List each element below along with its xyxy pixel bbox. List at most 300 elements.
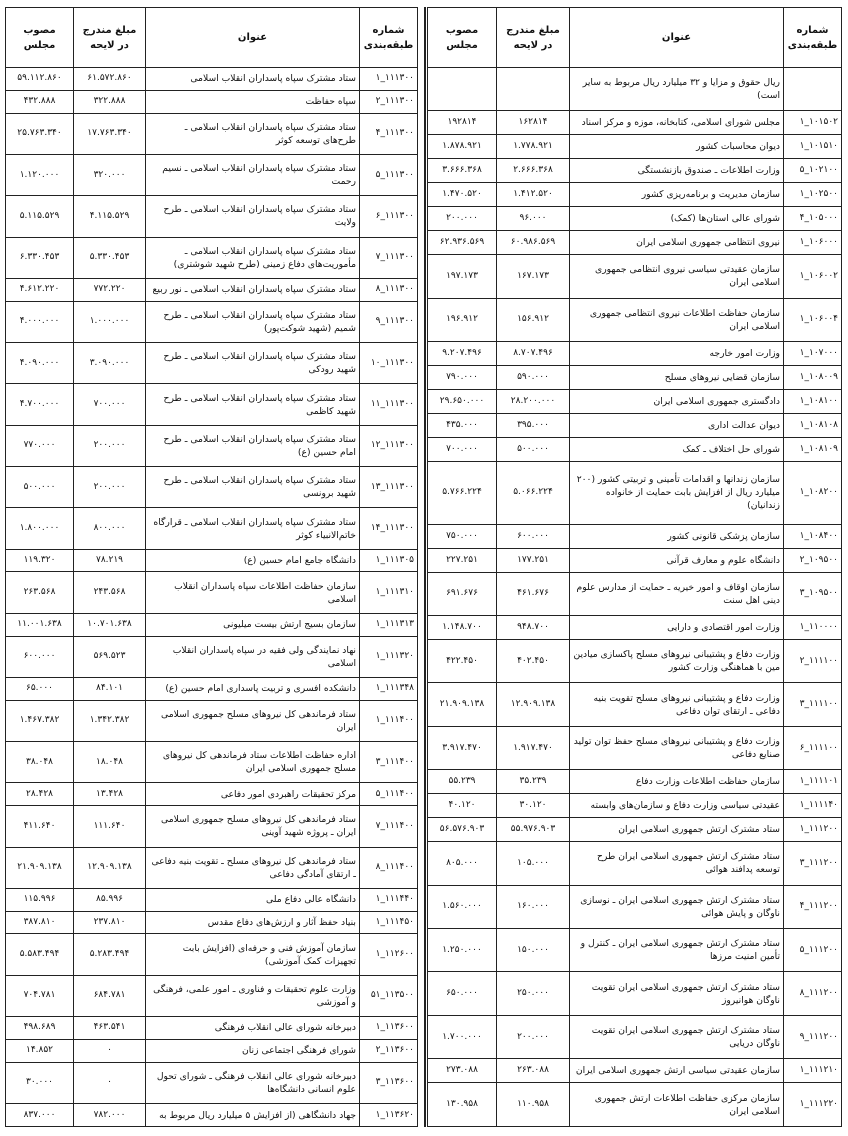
table-row [428,389,842,413]
table-row [6,677,418,700]
row-proposed-amount: ۶۸۴.۷۸۱ [74,975,146,1016]
row-title: سازمان عقیدتی سیاسی نیروی انتظامی جمهوری اسلامی ایران [570,255,784,298]
table-row [6,113,418,154]
budget-table-left [5,7,418,1127]
row-code: ۱۰۶۰۰۴_۱ [784,298,842,341]
header-proposed: مبلغ مندرج در لایحه [74,8,146,68]
row-approved-amount: ۷۷۰.۰۰۰ [6,425,74,466]
row-approved-amount: ۴۳۲.۸۸۸ [6,90,74,113]
row-title: شورای حل اختلاف ـ کمک [570,437,784,461]
table-row [428,1059,842,1083]
row-approved-amount: ۱۱.۰۰۱.۶۳۸ [6,613,74,636]
row-code: ۱۱۰۰۰۰_۱ [784,616,842,640]
table-row [428,413,842,437]
row-approved-amount: ۱.۵۶۰.۰۰۰ [428,885,497,928]
row-title: وزارت علوم تحقیقات و فناوری ـ امور علمی، فرهنگی و آموزشی [146,975,360,1016]
row-proposed-amount: ۸۵.۹۹۶ [74,888,146,911]
row-proposed-amount: ۰ [74,1039,146,1062]
table-row [428,342,842,366]
row-approved-amount: ۶.۳۳۰.۴۵۳ [6,237,74,278]
row-proposed-amount: ۳۲۲.۸۸۸ [74,90,146,113]
row-title: اداره حفاظت اطلاعات ستاد فرماندهی کل نیروهای مسلح جمهوری اسلامی ایران [146,742,360,783]
row-code: ۱۱۱۴۰۰_۷ [360,806,418,847]
header-proposed: مبلغ مندرج در لایحه [497,8,570,68]
row-title: دانشکده افسری و تربیت پاسداری امام حسین (ع) [146,677,360,700]
row-proposed-amount: ۱.۳۴۲.۳۸۲ [74,700,146,741]
table-row [6,975,418,1016]
row-title: ستاد فرماندهی کل نیروهای مسلح ـ تقویت بنیه دفاعی ـ ارتقای آمادگی دفاعی [146,847,360,888]
table-row [428,1015,842,1058]
row-proposed-amount: ۱۷.۷۶۳.۳۴۰ [74,113,146,154]
row-proposed-amount: ۷۸۲.۰۰۰ [74,1104,146,1127]
table-row [428,548,842,572]
row-title: سازمان حفاظت اطلاعات نیروی انتظامی جمهوری اسلامی ایران [570,298,784,341]
row-proposed-amount: ۹۶.۰۰۰ [497,207,570,231]
table-row [6,343,418,384]
row-code: ۱۱۳۶۰۰_۲ [360,1039,418,1062]
table-row [428,183,842,207]
table-row [428,640,842,683]
row-code: ۱۱۱۲۲۰_۱ [784,1083,842,1127]
table-body-right [428,68,842,1127]
row-title: ستاد مشترک سپاه پاسداران انقلاب اسلامی [146,68,360,91]
table-row [6,1062,418,1103]
row-code: ۱۱۱۳۰۰_۱ [360,68,418,91]
row-code: ۱۱۱۳۰۰_۸ [360,278,418,301]
table-row [6,196,418,237]
row-proposed-amount: ۱۶۲۸۱۴ [497,111,570,135]
row-title: جهاد دانشگاهی (از افزایش ۵ میلیارد ریال مربوط به [146,1104,360,1127]
row-code: ۱۱۱۳۰۰_۲ [360,90,418,113]
row-approved-amount: ۵۵.۲۳۹ [428,770,497,794]
row-proposed-amount: ۷۷۲.۲۲۰ [74,278,146,301]
row-approved-amount: ۴.۰۹۰.۰۰۰ [6,343,74,384]
row-approved-amount: ۷۵۰.۰۰۰ [428,524,497,548]
table-row [6,68,418,91]
row-code: ۱۰۱۵۱۰_۱ [784,135,842,159]
table-row [428,68,842,111]
row-approved-amount: ۶۲.۹۳۶.۵۶۹ [428,231,497,255]
row-code: ۱۱۱۲۰۰_۹ [784,1015,842,1058]
row-code: ۱۰۷۰۰۰_۱ [784,342,842,366]
row-approved-amount: ۱.۸۰۰.۰۰۰ [6,508,74,549]
row-code: ۱۱۱۳۴۸_۱ [360,677,418,700]
table-row [6,154,418,195]
row-proposed-amount: ۸۴.۱۰۱ [74,677,146,700]
table-row [6,301,418,342]
table-row [428,842,842,885]
row-approved-amount: ۳.۶۶۶.۳۶۸ [428,159,497,183]
row-code: ۱۱۱۱۰۰_۳ [784,683,842,726]
table-row [6,847,418,888]
row-approved-amount: ۴.۰۰۰.۰۰۰ [6,301,74,342]
row-code: ۱۱۱۴۴۰_۱ [360,888,418,911]
row-approved-amount: ۲۷۳.۰۸۸ [428,1059,497,1083]
row-code: ۱۰۸۱۰۹_۱ [784,437,842,461]
table-row [6,888,418,911]
row-proposed-amount: ۲۰۰.۰۰۰ [74,425,146,466]
row-title: ستاد مشترک سپاه پاسداران انقلاب اسلامی ـ طرح شهید کاظمی [146,384,360,425]
table-row [6,636,418,677]
row-code: ۱۱۳۵۰۰_۵۱ [360,975,418,1016]
row-code: ۱۱۱۲۰۰_۱ [784,818,842,842]
row-proposed-amount: ۲۰۰.۰۰۰ [74,467,146,508]
table-row [6,934,418,975]
row-code: ۱۱۱۱۰۱_۱ [784,770,842,794]
row-proposed-amount: ۵۹۰.۰۰۰ [497,365,570,389]
row-title: شورای فرهنگی اجتماعی زنان [146,1039,360,1062]
row-title: دبیرخانه شورای عالی انقلاب فرهنگی ـ شورای تحول علوم انسانی دانشگاه‌ها [146,1062,360,1103]
table-row [428,616,842,640]
row-proposed-amount: ۱۷۷.۲۵۱ [497,548,570,572]
row-proposed-amount: ۱۶۰.۰۰۰ [497,885,570,928]
row-approved-amount: ۶۰۰.۰۰۰ [6,636,74,677]
row-title: عقیدتی سیاسی وزارت دفاع و سازمان‌های وابسته [570,794,784,818]
row-title: ستاد فرماندهی کل نیروهای مسلح جمهوری اسلامی ایران [146,700,360,741]
row-approved-amount: ۲۶۳.۵۶۸ [6,572,74,613]
row-proposed-amount: ۱۶۷.۱۷۳ [497,255,570,298]
table-row [6,237,418,278]
row-code: ۱۰۶۰۰۲_۱ [784,255,842,298]
row-approved-amount: ۵.۱۱۵.۵۲۹ [6,196,74,237]
row-approved-amount: ۳۰.۰۰۰ [6,1062,74,1103]
row-code: ۱۱۱۴۵۰_۱ [360,911,418,934]
row-approved-amount: ۱۹۲۸۱۴ [428,111,497,135]
row-approved-amount: ۱۹۷.۱۷۳ [428,255,497,298]
row-title: دبیرخانه شورای عالی انقلاب فرهنگی [146,1017,360,1040]
row-title: سازمان حفاظت اطلاعات وزارت دفاع [570,770,784,794]
row-title: ریال حقوق و مزایا و ۳۲ میلیارد ریال مربوط به سایر است) [570,68,784,111]
row-approved-amount: ۵.۵۸۳.۴۹۴ [6,934,74,975]
row-approved-amount: ۹.۲۰۷.۴۹۶ [428,342,497,366]
table-header-row [428,8,842,68]
row-code: ۱۱۱۳۰۰_۱۲ [360,425,418,466]
row-approved-amount: ۵۹.۱۱۲.۸۶۰ [6,68,74,91]
row-code: ۱۱۱۳۲۰_۱ [360,636,418,677]
header-approved: مصوب مجلس [6,8,74,68]
row-title: ستاد مشترک ارتش جمهوری اسلامی ایران تقویت ناوگان هوانیروز [570,972,784,1015]
row-approved-amount: ۲۹.۶۵۰.۰۰۰ [428,389,497,413]
row-code: ۱۱۱۳۰۰_۷ [360,237,418,278]
row-approved-amount: ۱۱۹.۳۲۰ [6,549,74,572]
row-approved-amount: ۴۲۲.۴۵۰ [428,640,497,683]
table-row [428,726,842,769]
row-title: ستاد مشترک سپاه پاسداران انقلاب اسلامی ـ قرارگاه خاتم‌الانبیاء کوثر [146,508,360,549]
row-approved-amount: ۸۳۷.۰۰۰ [6,1104,74,1127]
row-title: وزارت دفاع و پشتیبانی نیروهای مسلح تقویت بنیه دفاعی ـ ارتقای توان دفاعی [570,683,784,726]
row-code: ۱۰۸۱۰۸_۱ [784,413,842,437]
row-proposed-amount: ۹۴۸.۷۰۰ [497,616,570,640]
row-title: ستاد مشترک سپاه پاسداران انقلاب اسلامی ـ نسیم رحمت [146,154,360,195]
row-approved-amount: ۶۵۰.۰۰۰ [428,972,497,1015]
row-code: ۱۱۱۲۰۰_۳ [784,842,842,885]
row-code: ۱۰۸۱۰۰_۱ [784,389,842,413]
row-code: ۱۱۳۶۲۰_۱ [360,1104,418,1127]
row-proposed-amount: ۱۳.۴۲۸ [74,783,146,806]
row-title: دانشگاه عالی دفاع ملی [146,888,360,911]
row-title: ستاد مشترک ارتش جمهوری اسلامی ایران طرح توسعه پدافند هوائی [570,842,784,885]
row-approved-amount: ۲۲۷.۲۵۱ [428,548,497,572]
row-code: ۱۱۱۳۰۰_۱۱ [360,384,418,425]
row-code: ۱۱۱۲۰۰_۵ [784,929,842,972]
row-title: سازمان بسیج ارتش بیست میلیونی [146,613,360,636]
table-row [428,298,842,341]
row-code: ۱۱۱۲۰۰_۸ [784,972,842,1015]
table-row [6,613,418,636]
table-row [428,972,842,1015]
row-proposed-amount: ۷۸.۲۱۹ [74,549,146,572]
row-approved-amount: ۲۵.۷۶۳.۳۴۰ [6,113,74,154]
table-row [428,794,842,818]
row-approved-amount: ۱.۴۶۷.۳۸۲ [6,700,74,741]
row-title: ستاد مشترک سپاه پاسداران انقلاب اسلامی ـ طرح ولایت [146,196,360,237]
row-title: سپاه حفاظت [146,90,360,113]
row-proposed-amount: ۱۲.۹۰۹.۱۳۸ [497,683,570,726]
row-title: وزارت دفاع و پشتیبانی نیروهای مسلح حفظ توان تولید صنایع دفاعی [570,726,784,769]
row-proposed-amount: ۷۰۰.۰۰۰ [74,384,146,425]
row-proposed-amount: ۲۰۰.۰۰۰ [497,1015,570,1058]
row-approved-amount: ۵۶.۵۷۶.۹۰۳ [428,818,497,842]
header-code: شماره طبقه‌بندی [784,8,842,68]
row-approved-amount: ۲۰۰.۰۰۰ [428,207,497,231]
row-title: دیوان عدالت اداری [570,413,784,437]
row-title: ستاد مشترک سپاه پاسداران انقلاب اسلامی ـ طرح‌های توسعه کوثر [146,113,360,154]
row-title: سازمان حفاظت اطلاعات سپاه پاسداران انقلاب اسلامی [146,572,360,613]
table-row [6,508,418,549]
row-title: سازمان مدیریت و برنامه‌ریزی کشور [570,183,784,207]
row-title: سازمان قضایی نیروهای مسلح [570,365,784,389]
row-proposed-amount: ۵.۰۶۶.۲۲۴ [497,461,570,524]
table-row [6,700,418,741]
header-approved: مصوب مجلس [428,8,497,68]
row-code: ۱۰۲۵۰۰_۱ [784,183,842,207]
row-proposed-amount: ۶۰.۹۸۶.۵۶۹ [497,231,570,255]
header-code: شماره طبقه‌بندی [360,8,418,68]
row-approved-amount: ۱۹۶.۹۱۲ [428,298,497,341]
table-row [428,683,842,726]
row-proposed-amount: ۴.۱۱۵.۵۲۹ [74,196,146,237]
row-proposed-amount [497,68,570,111]
row-proposed-amount: ۱.۹۱۷.۴۷۰ [497,726,570,769]
row-proposed-amount: ۳۲۰.۰۰۰ [74,154,146,195]
table-row [6,278,418,301]
row-title: نیروی انتظامی جمهوری اسلامی ایران [570,231,784,255]
row-code: ۱۰۶۰۰۰_۱ [784,231,842,255]
row-code: ۱۱۱۴۰۰_۵ [360,783,418,806]
table-row [428,111,842,135]
row-approved-amount: ۱.۲۵۰.۰۰۰ [428,929,497,972]
table-row [428,770,842,794]
row-proposed-amount: ۴۶۱.۶۷۶ [497,572,570,615]
table-row [428,572,842,615]
row-code: ۱۱۱۳۱۳_۱ [360,613,418,636]
row-code: ۱۱۱۲۱۰_۱ [784,1059,842,1083]
row-approved-amount [428,68,497,111]
row-proposed-amount: ۳۰.۱۲۰ [497,794,570,818]
row-code: ۱۰۸۴۰۰_۱ [784,524,842,548]
table-row [428,1083,842,1127]
row-proposed-amount: ۱۱۱.۶۴۰ [74,806,146,847]
row-title: وزارت دفاع و پشتیبانی نیروهای مسلح پاکسازی میادین مین با هماهنگی وزارت کشور [570,640,784,683]
row-code: ۱۰۲۱۰۰_۵ [784,159,842,183]
row-code: ۱۱۱۳۰۰_۴ [360,113,418,154]
row-code: ۱۱۱۳۰۰_۵ [360,154,418,195]
row-proposed-amount: ۴۰۲.۴۵۰ [497,640,570,683]
row-title: بنیاد حفظ آثار و ارزش‌های دفاع مقدس [146,911,360,934]
row-code: ۱۱۱۳۰۵_۱ [360,549,418,572]
table-row [6,1039,418,1062]
row-proposed-amount: ۵.۲۸۳.۴۹۴ [74,934,146,975]
table-row [428,255,842,298]
row-title: دادگستری جمهوری اسلامی ایران [570,389,784,413]
table-row [6,911,418,934]
table-row [428,231,842,255]
row-proposed-amount: ۵۰۰.۰۰۰ [497,437,570,461]
row-code [784,68,842,111]
row-proposed-amount: ۱.۷۷۸.۹۲۱ [497,135,570,159]
row-title: دانشگاه علوم و معارف قرآنی [570,548,784,572]
row-proposed-amount: ۱۱۰.۹۵۸ [497,1083,570,1127]
row-code: ۱۰۹۵۰۰_۳ [784,572,842,615]
row-title: دیوان محاسبات کشور [570,135,784,159]
row-proposed-amount: ۳.۰۹۰.۰۰۰ [74,343,146,384]
row-proposed-amount: ۱۵۶.۹۱۲ [497,298,570,341]
row-approved-amount: ۳.۹۱۷.۴۷۰ [428,726,497,769]
row-proposed-amount: ۱.۰۰۰.۰۰۰ [74,301,146,342]
row-title: سازمان مرکزی حفاظت اطلاعات ارتش جمهوری اسلامی ایران [570,1083,784,1127]
table-row [6,742,418,783]
row-code: ۱۱۲۶۰۰_۱ [360,934,418,975]
row-approved-amount: ۶۹۱.۶۷۶ [428,572,497,615]
row-approved-amount: ۲۱.۹۰۹.۱۳۸ [6,847,74,888]
row-code: ۱۱۱۴۰۰_۱ [360,700,418,741]
row-approved-amount: ۴.۷۰۰.۰۰۰ [6,384,74,425]
table-header-row [6,8,418,68]
row-title: ستاد مشترک ارتش جمهوری اسلامی ایران ـ کنترل و تأمین امنیت مرزها [570,929,784,972]
table-row [428,885,842,928]
table-row [428,365,842,389]
row-title: سازمان آموزش فنی و حرفه‌ای (افزایش بابت تجهیزات کمک آموزشی) [146,934,360,975]
row-proposed-amount: ۱۲.۹۰۹.۱۳۸ [74,847,146,888]
row-title: ستاد مشترک سپاه پاسداران انقلاب اسلامی ـ نور ربیع [146,278,360,301]
row-code: ۱۱۳۶۰۰_۳ [360,1062,418,1103]
row-title: ستاد مشترک ارتش جمهوری اسلامی ایران تقویت ناوگان دریایی [570,1015,784,1058]
row-title: مرکز تحقیقات راهبردی امور دفاعی [146,783,360,806]
row-proposed-amount: ۲۸.۲۰۰.۰۰۰ [497,389,570,413]
row-proposed-amount: ۰ [74,1062,146,1103]
row-proposed-amount: ۸۰۰.۰۰۰ [74,508,146,549]
row-title: سازمان زندانها و اقدامات تأمینی و تربیتی کشور (۲۰۰ میلیارد ریال از افزایش بابت حمایت از خانواده زندانیان) [570,461,784,524]
row-proposed-amount: ۱۰۵.۰۰۰ [497,842,570,885]
row-title: دانشگاه جامع امام حسین (ع) [146,549,360,572]
row-approved-amount: ۷۰۴.۷۸۱ [6,975,74,1016]
header-title: عنوان [146,8,360,68]
row-proposed-amount: ۵۶۹.۵۲۳ [74,636,146,677]
table-row [6,467,418,508]
row-proposed-amount: ۲.۶۶۶.۳۶۸ [497,159,570,183]
row-title: ستاد مشترک سپاه پاسداران انقلاب اسلامی ـ مأموریت‌های دفاع زمینی (طرح شهید شوشتری) [146,237,360,278]
row-code: ۱۱۱۳۰۰_۱۳ [360,467,418,508]
table-row [6,90,418,113]
row-proposed-amount: ۴۶۳.۵۴۱ [74,1017,146,1040]
row-title: ستاد مشترک ارتش جمهوری اسلامی ایران [570,818,784,842]
row-code: ۱۱۳۶۰۰_۱ [360,1017,418,1040]
row-proposed-amount: ۱۵۰.۰۰۰ [497,929,570,972]
column-divider [424,7,426,1127]
row-proposed-amount: ۵.۳۳۰.۴۵۳ [74,237,146,278]
row-title: مجلس شورای اسلامی، کتابخانه، موزه و مرکز اسناد [570,111,784,135]
row-proposed-amount: ۱۰.۷۰۱.۶۳۸ [74,613,146,636]
row-title: سازمان عقیدتی سیاسی ارتش جمهوری اسلامی ایران [570,1059,784,1083]
table-row [428,135,842,159]
row-title: ستاد مشترک سپاه پاسداران انقلاب اسلامی ـ طرح شمیم (شهید شوکت‌پور) [146,301,360,342]
table-row [428,818,842,842]
row-proposed-amount: ۸.۷۰۷.۴۹۶ [497,342,570,366]
row-title: وزارت امور خارجه [570,342,784,366]
row-proposed-amount: ۲۴۳.۵۶۸ [74,572,146,613]
row-code: ۱۱۱۳۰۰_۱۴ [360,508,418,549]
row-code: ۱۰۸۰۰۹_۱ [784,365,842,389]
row-approved-amount: ۳۸۷.۸۱۰ [6,911,74,934]
row-code: ۱۰۱۵۰۲_۱ [784,111,842,135]
row-proposed-amount: ۶۱.۵۷۲.۸۶۰ [74,68,146,91]
row-code: ۱۱۱۳۱۰_۱ [360,572,418,613]
row-title: ستاد مشترک ارتش جمهوری اسلامی ایران ـ نوسازی ناوگان و پایش هوائی [570,885,784,928]
row-title: وزارت اطلاعات ـ صندوق بازنشستگی [570,159,784,183]
row-code: ۱۱۱۴۰۰_۳ [360,742,418,783]
table-row [6,384,418,425]
row-code: ۱۱۱۴۰۰_۸ [360,847,418,888]
table-row [6,783,418,806]
row-title: شورای عالی استان‌ها (کمک) [570,207,784,231]
table-row [6,1017,418,1040]
row-approved-amount: ۲۱.۹۰۹.۱۳۸ [428,683,497,726]
row-code: ۱۱۱۱۰۰_۲ [784,640,842,683]
row-proposed-amount: ۵۵.۹۷۶.۹۰۳ [497,818,570,842]
row-approved-amount: ۸۰۵.۰۰۰ [428,842,497,885]
row-approved-amount: ۴۱۱.۶۴۰ [6,806,74,847]
row-approved-amount: ۱۳۰.۹۵۸ [428,1083,497,1127]
table-row [428,524,842,548]
table-row [6,1104,418,1127]
row-title: ستاد فرماندهی کل نیروهای مسلح جمهوری اسلامی ایران ـ پروژه شهید آوینی [146,806,360,847]
row-approved-amount: ۱.۸۷۸.۹۲۱ [428,135,497,159]
row-code: ۱۱۱۱۰۰_۶ [784,726,842,769]
table-row [428,207,842,231]
table-row [6,572,418,613]
row-title: ستاد مشترک سپاه پاسداران انقلاب اسلامی ـ طرح شهید رودکی [146,343,360,384]
table-row [6,549,418,572]
row-code: ۱۱۱۳۰۰_۶ [360,196,418,237]
row-title: نهاد نمایندگی ولی فقیه در سپاه پاسداران انقلاب اسلامی [146,636,360,677]
row-approved-amount: ۷۹۰.۰۰۰ [428,365,497,389]
row-title: وزارت امور اقتصادی و دارایی [570,616,784,640]
row-proposed-amount: ۱۸.۰۴۸ [74,742,146,783]
row-approved-amount: ۱.۱۴۸.۷۰۰ [428,616,497,640]
table-row [428,461,842,524]
row-code: ۱۱۱۳۰۰_۹ [360,301,418,342]
header-title: عنوان [570,8,784,68]
table-row [6,806,418,847]
row-title: ستاد مشترک سپاه پاسداران انقلاب اسلامی ـ طرح امام حسین (ع) [146,425,360,466]
row-title: ستاد مشترک سپاه پاسداران انقلاب اسلامی ـ طرح شهید برونسی [146,467,360,508]
table-row [428,159,842,183]
table-body-left [6,68,418,1127]
row-proposed-amount: ۲۵۰.۰۰۰ [497,972,570,1015]
row-approved-amount: ۵۰۰.۰۰۰ [6,467,74,508]
table-row [428,437,842,461]
row-approved-amount: ۴۰.۱۲۰ [428,794,497,818]
